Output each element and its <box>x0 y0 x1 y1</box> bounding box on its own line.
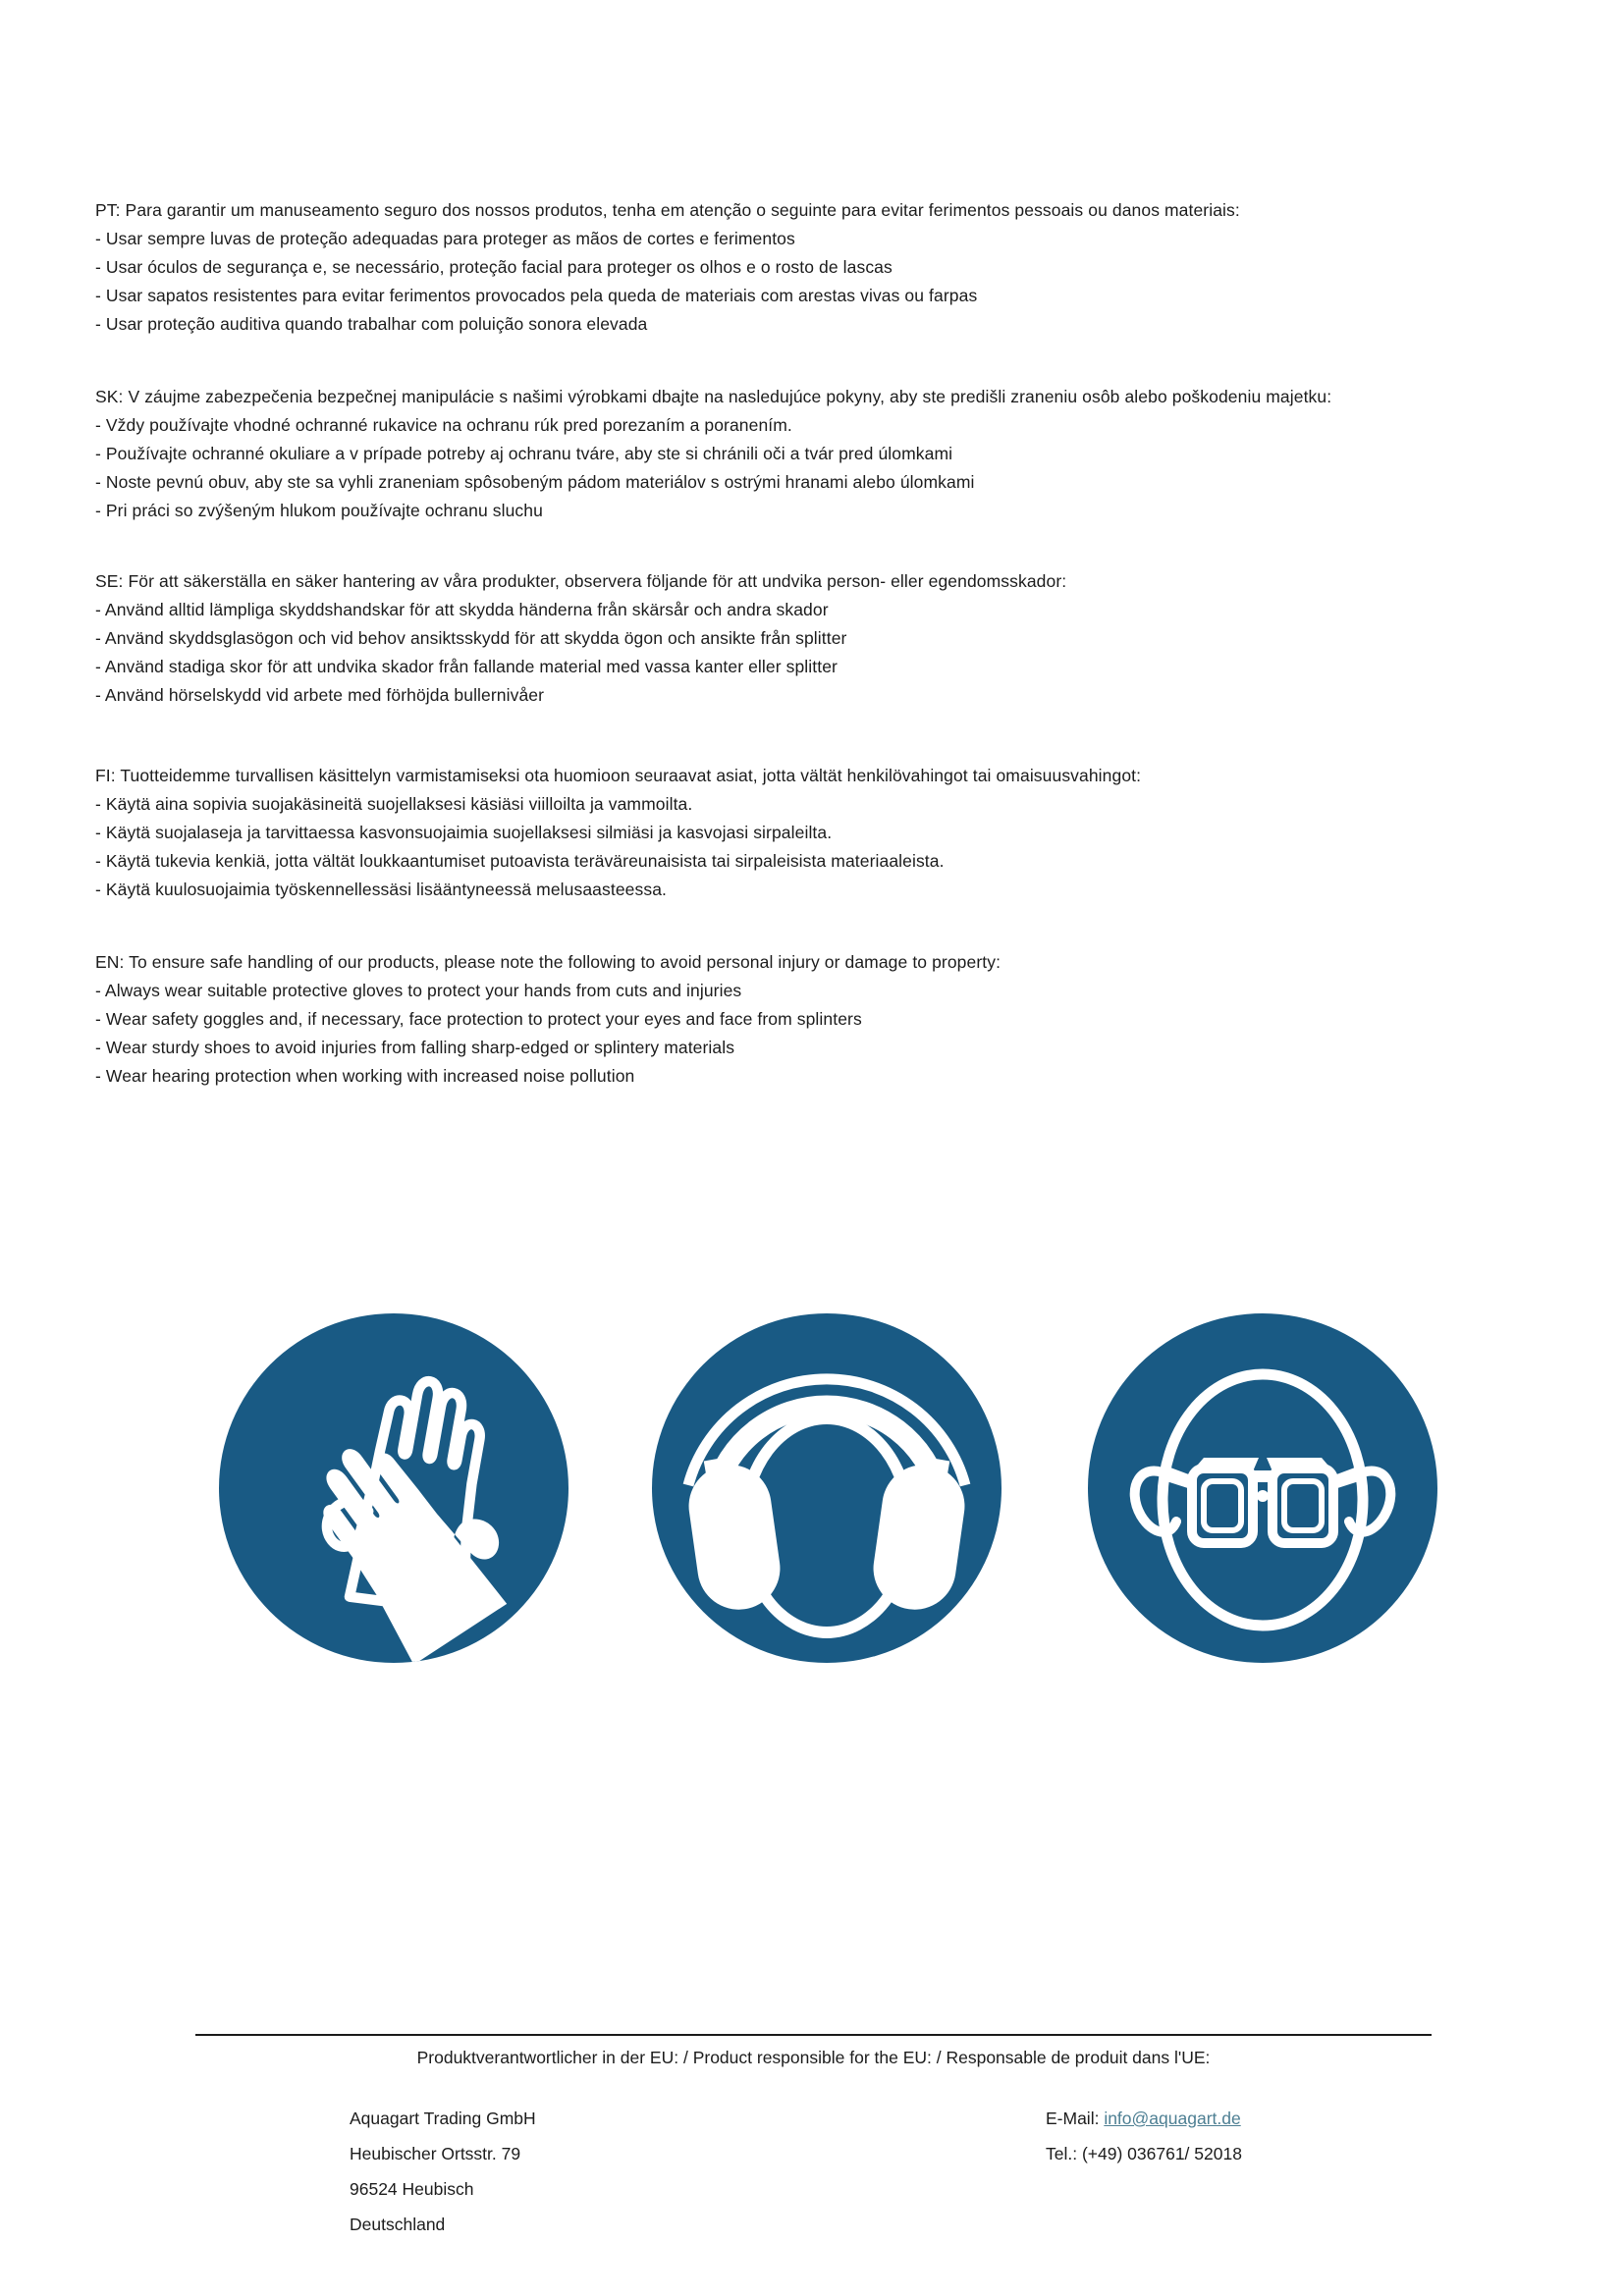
section-se <box>95 567 1585 710</box>
bullet-line: - Använd hörselskydd vid arbete med förhöjda bullernivåer <box>95 685 545 705</box>
bullet-line: - Usar sempre luvas de proteção adequadas para proteger as mãos de cortes e ferimentos <box>95 229 795 248</box>
bullet-line: - Wear hearing protection when working with increased noise pollution <box>95 1066 635 1086</box>
section-heading: FI: Tuotteidemme turvallisen käsittelyn varmistamiseksi ota huomioon seuraavat asiat, jotta vältät henkilövahingot tai omaisuusvahingot: <box>95 766 1142 785</box>
email-line <box>1046 2101 1242 2136</box>
section-heading: SE: För att säkerställa en säker hantering av våra produkter, observera följande för att undvika person- eller egendomsskador: <box>95 571 1067 591</box>
section-sk <box>95 383 1585 525</box>
company-country: Deutschland <box>350 2215 446 2234</box>
bullet-line: - Usar proteção auditiva quando trabalhar com poluição sonora elevada <box>95 314 648 334</box>
bullet-line: - Käytä aina sopivia suojakäsineitä suojellaksesi käsiäsi viilloilta ja vammoilta. <box>95 794 693 814</box>
footer-divider <box>195 2034 1432 2036</box>
section-en <box>95 948 1585 1091</box>
company-street: Heubischer Ortsstr. 79 <box>350 2144 521 2163</box>
section-heading: EN: To ensure safe handling of our products, please note the following to avoid personal injury or damage to property: <box>95 952 1001 972</box>
bullet-line: - Använd skyddsglasögon och vid behov ansiktsskydd för att skydda ögon och ansikte från splitter <box>95 628 847 648</box>
section-heading: SK: V záujme zabezpečenia bezpečnej manipulácie s našimi výrobkami dbajte na nasledujúce pokyny, aby ste predišli zraneniu osôb alebo poškodeniu majetku: <box>95 387 1332 406</box>
phone-line: Tel.: (+49) 036761/ 52018 <box>1046 2144 1242 2163</box>
bullet-line: - Noste pevnú obuv, aby ste sa vyhli zraneniam spôsobeným pádom materiálov s ostrými hranami alebo úlomkami <box>95 472 975 492</box>
bullet-line: - Käytä kuulosuojaimia työskennellessäsi lisääntyneessä melusaasteessa. <box>95 880 667 899</box>
bullet-line: - Vždy používajte vhodné ochranné rukavice na ochranu rúk pred porezaním a poranením. <box>95 415 792 435</box>
section-pt <box>95 196 1585 339</box>
section-fi <box>95 762 1585 904</box>
company-name: Aquagart Trading GmbH <box>350 2109 536 2128</box>
email-label: E-Mail: <box>1046 2109 1105 2128</box>
wear-ear-protection-icon <box>650 1311 1003 1665</box>
footer-address <box>350 2101 536 2242</box>
section-heading: PT: Para garantir um manuseamento seguro dos nossos produtos, tenha em atenção o seguinte para evitar ferimentos pessoais ou danos materiais: <box>95 200 1240 220</box>
bullet-line: - Always wear suitable protective gloves to protect your hands from cuts and injuries <box>95 981 742 1000</box>
wear-eye-protection-icon <box>1086 1311 1439 1665</box>
bullet-line: - Använd alltid lämpliga skyddshandskar för att skydda händerna från skärsår och andra skador <box>95 600 829 619</box>
bullet-line: - Käytä suojalaseja ja tarvittaessa kasvonsuojaimia suojellaksesi silmiäsi ja kasvojasi sirpaleilta. <box>95 823 833 842</box>
footer-contact <box>1046 2101 1242 2171</box>
bullet-line: - Usar óculos de segurança e, se necessário, proteção facial para proteger os olhos e o rosto de lascas <box>95 257 893 277</box>
footer-heading: Produktverantwortlicher in der EU: / Product responsible for the EU: / Responsable de produit dans l'UE: <box>416 2048 1211 2067</box>
email-link[interactable]: info@aquagart.de <box>1104 2109 1241 2128</box>
bullet-line: - Usar sapatos resistentes para evitar ferimentos provocados pela queda de materiais com arestas vivas ou farpas <box>95 286 978 305</box>
wear-protective-gloves-icon <box>217 1311 570 1665</box>
bullet-line: - Käytä tukevia kenkiä, jotta vältät loukkaantumiset putoavista teräväreunaisista tai sirpaleisista materiaaleista. <box>95 851 945 871</box>
bullet-line: - Använd stadiga skor för att undvika skador från fallande material med vassa kanter eller splitter <box>95 657 838 676</box>
bullet-line: - Používajte ochranné okuliare a v prípade potreby aj ochranu tváre, aby ste si chránili oči a tvár pred úlomkami <box>95 444 953 463</box>
bullet-line: - Pri práci so zvýšeným hlukom používajte ochranu sluchu <box>95 501 543 520</box>
bullet-line: - Wear safety goggles and, if necessary, face protection to protect your eyes and face from splinters <box>95 1009 862 1029</box>
bullet-line: - Wear sturdy shoes to avoid injuries from falling sharp-edged or splintery materials <box>95 1038 735 1057</box>
company-city: 96524 Heubisch <box>350 2179 474 2199</box>
